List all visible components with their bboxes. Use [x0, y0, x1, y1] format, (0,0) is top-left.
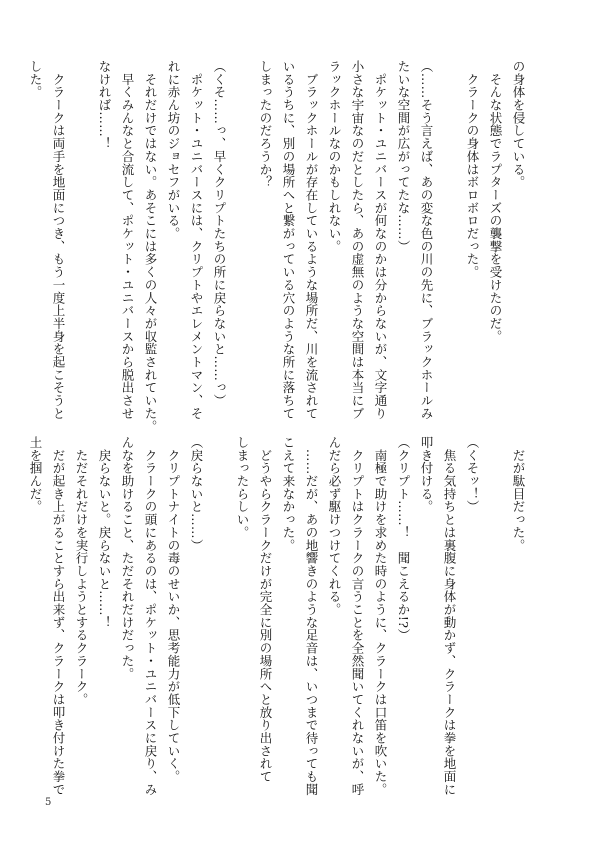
- text-line: ブラックホールが存在しているような場所だ、川を流されて: [304, 60, 319, 420]
- text-line: しまったらしい。: [235, 436, 250, 539]
- text-line: なければ……！: [97, 60, 112, 150]
- text-line: の身体を侵している。: [511, 60, 526, 189]
- text-line: （……そう言えば、あの変な色の川の先に、ブラックホールみ: [419, 60, 434, 420]
- text-line: ……だが、あの地響きのような足音は、いつまで待っても聞: [304, 436, 319, 796]
- text-line: した。: [28, 60, 43, 99]
- text-line: 叩き付ける。: [419, 436, 434, 514]
- text-line: クラークの頭にあるのは、ポケット・ユニバースに戻り、み: [143, 436, 158, 796]
- text-line: こえて来なかった。: [281, 436, 296, 552]
- text-line: んなを助けること、ただそれだけだった。: [120, 436, 135, 681]
- text-line: たいな空間が広がってたな……）: [396, 60, 411, 253]
- text-line: それだけではない。あそこには多くの人々が収監されていた。: [143, 60, 158, 433]
- text-line: （戻らないと……）: [189, 436, 204, 552]
- text-line: いるうちに、別の場所へと繋がっている穴のような所に落ちて: [281, 60, 296, 420]
- text-line: そんな状態でラプターズの襲撃を受けたのだ。: [488, 60, 503, 343]
- text-line: しまったのだろうか？: [258, 60, 273, 189]
- text-line: クラークは両手を地面につき、もう一度上半身を起こそうと: [51, 60, 66, 420]
- text-line: 焦る気持ちとは裏腹に身体が動かず、クラークは拳を地面に: [442, 436, 457, 796]
- text-line: クリプトはクラークの言うことを全然聞いてくれないが、呼: [350, 436, 365, 796]
- text-line: 早くみんなと合流して、ポケット・ユニバースから脱出させ: [120, 60, 135, 420]
- paragraph-gap: [438, 60, 461, 400]
- text-line: （くそ……っ、早くクリプトたちの所に戻らないと……っ）: [212, 60, 227, 407]
- paragraph-gap: [70, 60, 93, 400]
- page-number: 5: [45, 797, 52, 808]
- text-line: だが起き上がることすら出来ず、クラークは叩き付けた拳で: [51, 436, 66, 796]
- text-line: クリプトナイトの毒のせいか、思考能力が低下していく。: [166, 436, 181, 783]
- text-line: 小さな宇宙なのだとしたら、あの虚無のような空間は本当にブ: [350, 60, 365, 420]
- text-line: 南極で助けを求めた時のように、クラークは口笛を吹いた。: [373, 436, 388, 796]
- text-line: ポケット・ユニバースには、クリプトやエレメントマン、そ: [189, 60, 204, 420]
- text-line: 戻らないと。戻らないと……！: [97, 436, 112, 629]
- text-line: ラックホールなのかもしれない。: [327, 60, 342, 253]
- text-line: んだら必ず駆けつけてくれる。: [327, 436, 342, 616]
- paragraph-gap: [484, 436, 507, 781]
- text-line: だが駄目だった。: [511, 436, 526, 552]
- text-block-bottom: [24, 436, 530, 796]
- text-line: （クリプト……！ 聞こえるか!?）: [396, 436, 411, 642]
- text-line: クラークの身体はボロボロだった。: [465, 60, 480, 279]
- text-line: ただそれだけを実行しようとするクラーク。: [74, 436, 89, 706]
- paragraph-gap: [208, 436, 231, 781]
- text-line: ポケット・ユニバースが何なのかは分からないが、文字通り: [373, 60, 388, 420]
- text-line: れに赤ん坊のジョセフがいる。: [166, 60, 181, 240]
- paragraph-gap: [231, 60, 254, 400]
- text-line: 土を掴んだ。: [28, 436, 43, 514]
- text-block-top: [24, 60, 530, 433]
- text-line: どうやらクラークだけが完全に別の場所へと放り出されて: [258, 436, 273, 783]
- text-line: （くそッ！）: [465, 436, 480, 514]
